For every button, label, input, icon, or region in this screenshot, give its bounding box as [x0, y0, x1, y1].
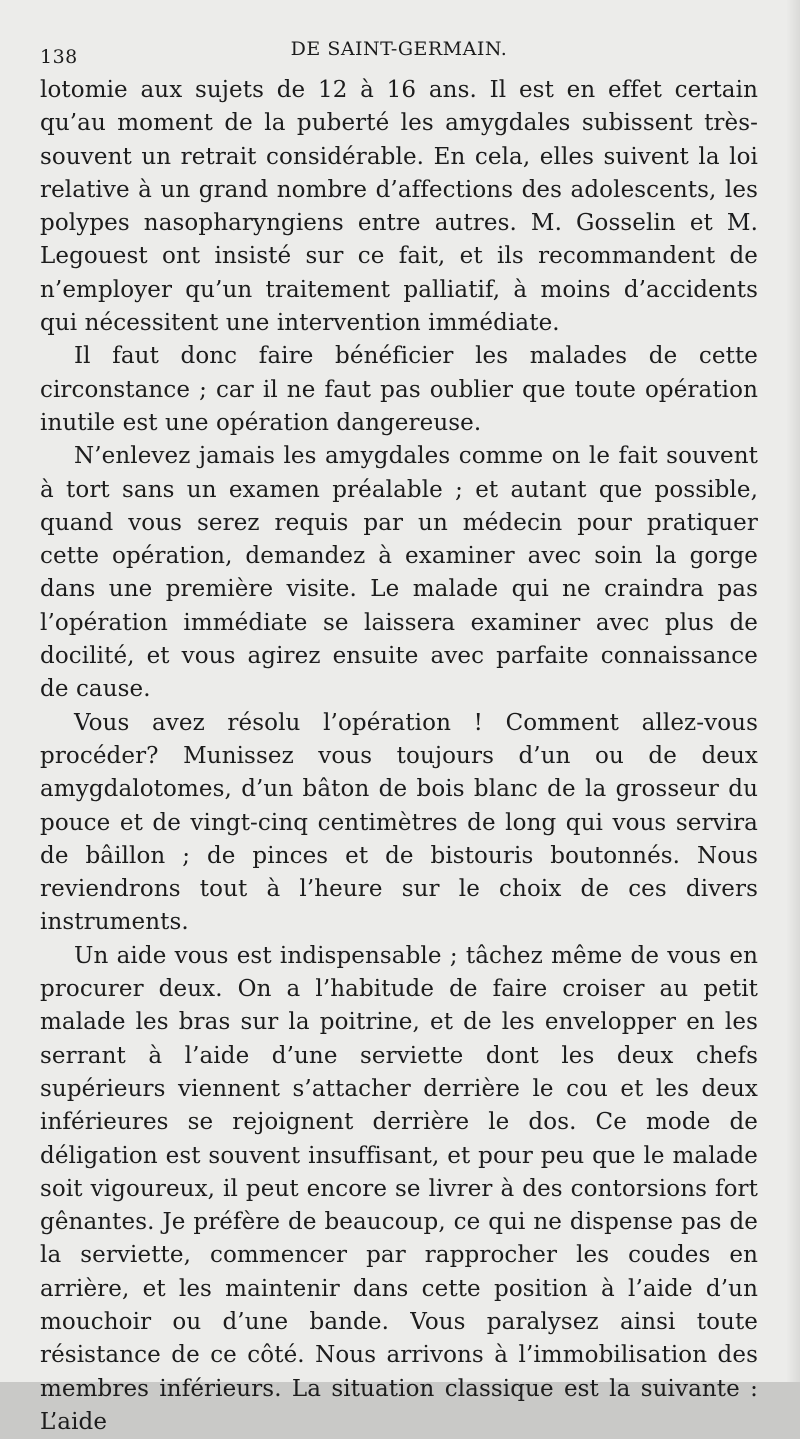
body-text — [40, 74, 758, 1439]
running-head — [40, 38, 758, 74]
paragraph: Un aide vous est indispensable ; tâchez même de vous en procurer deux. On a l’habitude de faire croiser au petit malade les bras sur la poitrine, et de les envelopper en les serrant à l’aide d’une serviette dont les deux chefs supérieurs viennent s’attacher derrière le cou et les deux inférieures se rejoignent derrière le dos. Ce mode de déligation est souvent insuffisant, et pour peu que le malade soit vigoureux, il peut encore se livrer à des contorsions fort gênantes. Je préfère de beaucoup, ce qui ne dispense pas de la serviette, commencer par rapprocher les coudes en arrière, et les maintenir dans cette position à l’aide d’un mouchoir ou d’une bande. Vous paralysez ainsi toute résistance de ce côté. Nous arrivons à l’immobilisation des membres inférieurs. La situation classique est la suivante : L’aide — [40, 942, 758, 1435]
page-number: 138 — [40, 46, 78, 68]
running-title: DE SAINT-GERMAIN. — [290, 38, 508, 60]
paragraph: Vous avez résolu l’opération ! Comment allez-vous procéder? Munissez vous toujours d’un ou de deux amygdalotomes, d’un bâton de bois blanc de la grosseur du pouce et de vingt-cinq centimètres de long qui vous servira de bâillon ; de pinces et de bistouris boutonnés. Nous reviendrons tout à l’heure sur le choix de ces divers instruments. — [40, 709, 758, 936]
paragraph: Il faut donc faire bénéficier les malades de cette circonstance ; car il ne faut pas oublier que toute opération inutile est une opération dangereuse. — [40, 343, 758, 436]
paragraph-continuation: lotomie aux sujets de 12 à 16 ans. Il est en effet certain qu’au moment de la puberté les amygdales subissent très-souvent un retrait considérable. En cela, elles suivent la loi relative à un grand nombre d’affections des adolescents, les polypes nasopharyngiens entre autres. M. Gosselin et M. Legouest ont insisté sur ce fait, et ils recommandent de n’employer qu’un traitement palliatif, à moins d’accidents qui nécessitent une intervention immédiate. — [40, 77, 758, 337]
paragraph: N’enlevez jamais les amygdales comme on le fait souvent à tort sans un examen préalable ; et autant que possible, quand vous serez requis par un médecin pour pratiquer cette opération, demandez à examiner avec soin la gorge dans une première visite. Le malade qui ne craindra pas l’opération immédiate se laissera examiner avec plus de docilité, et vous agirez ensuite avec parfaite connaissance de cause. — [40, 443, 758, 703]
